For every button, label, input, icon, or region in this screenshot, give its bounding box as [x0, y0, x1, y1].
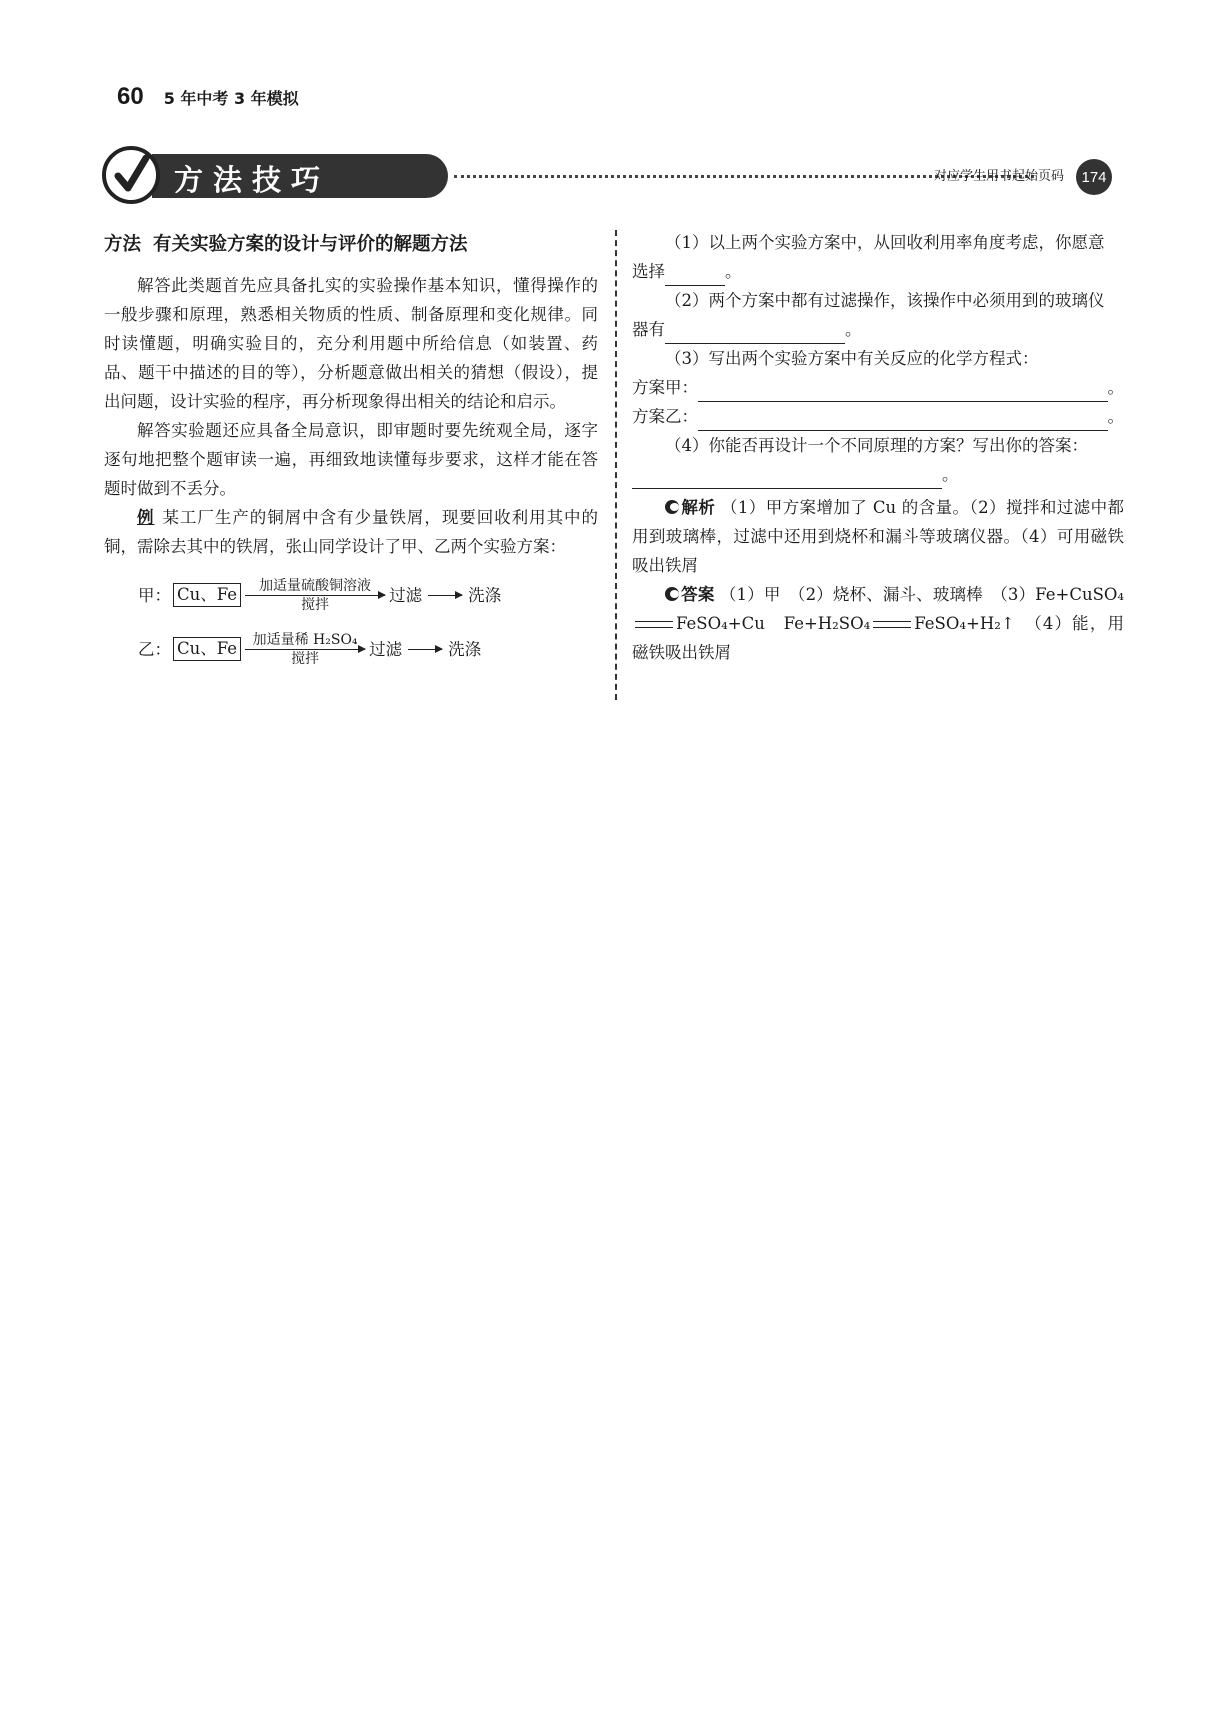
answer-text-2: FeSO₄+Cu Fe+H₂SO₄ — [676, 614, 871, 633]
column-divider — [615, 230, 617, 700]
reaction-arrow — [245, 577, 385, 614]
question-1: （1）以上两个实验方案中，从回收利用率角度考虑，你愿意 — [665, 233, 1105, 252]
scheme-step-wash: 洗涤 — [448, 639, 482, 659]
left-column — [104, 230, 598, 669]
answer-text-3: FeSO₄+H₂↑ （4）能，用磁铁吸出铁屑 — [632, 614, 1124, 662]
scheme-name: 甲： — [138, 585, 171, 605]
period: 。 — [942, 465, 959, 484]
arrow-reagent: 加适量稀 H₂SO₄ — [252, 631, 358, 648]
equals-sign — [873, 621, 911, 628]
method-label: 方法 — [104, 234, 142, 255]
period: 。 — [1107, 378, 1124, 397]
checkmark-icon — [102, 146, 160, 204]
scheme-material: Cu、Fe — [173, 583, 241, 607]
analysis-icon — [665, 500, 679, 514]
answer-icon — [665, 587, 679, 601]
page-header — [117, 83, 299, 111]
scheme-name: 乙： — [138, 639, 171, 659]
example-paragraph — [104, 503, 598, 561]
example-label: 例 — [137, 508, 155, 527]
method-title: 有关实验方案的设计与评价的解题方法 — [153, 234, 468, 255]
scheme-step-filter: 过滤 — [369, 639, 403, 659]
question-4: （4）你能否再设计一个不同原理的方案？写出你的答案： — [665, 436, 1088, 455]
scheme-step-wash: 洗涤 — [468, 585, 502, 605]
arrow-line — [245, 595, 385, 596]
answer-blank[interactable] — [698, 381, 1108, 402]
question-1-line — [632, 257, 1124, 286]
question-4-line — [632, 460, 1124, 489]
period: 。 — [725, 262, 742, 281]
question-3: （3）写出两个实验方案中有关反应的化学方程式： — [665, 349, 1039, 368]
banner-title: 方法技巧 — [174, 163, 331, 197]
period: 。 — [845, 320, 862, 339]
answer-blank[interactable] — [665, 323, 845, 344]
arrow-reagent: 加适量硫酸铜溶液 — [259, 577, 372, 594]
analysis-paragraph — [632, 493, 1124, 580]
answer-blank[interactable] — [698, 410, 1108, 431]
period: 。 — [1107, 407, 1124, 426]
answer-label: 答案 — [681, 585, 715, 604]
scheme-yi — [138, 629, 598, 669]
answer-blank[interactable] — [632, 468, 942, 489]
analysis-label: 解析 — [681, 498, 716, 517]
equals-sign — [635, 621, 673, 628]
method-heading — [104, 230, 598, 259]
section-banner — [102, 140, 1122, 210]
reference-page-badge: 174 — [1076, 159, 1112, 195]
plan-b-label: 方案乙： — [632, 407, 698, 426]
question-2: （2）两个方案中都有过滤操作，该操作中必须用到的玻璃仪 — [665, 291, 1105, 310]
reaction-arrow — [245, 631, 365, 668]
question-1-tail: 选择 — [632, 262, 665, 281]
arrow-line — [245, 649, 365, 650]
question-2-tail: 器有 — [632, 320, 665, 339]
plan-b-line — [632, 402, 1124, 431]
answer-tag — [665, 585, 714, 604]
scheme-jia — [138, 575, 598, 615]
paragraph-2: 解答实验题还应具备全局意识，即审题时要先统观全局，逐字逐句地把整个题审读一遍，再细致地读懂每步要求，这样才能在答题时做到不丢分。 — [104, 421, 598, 498]
paragraph-1: 解答此类题首先应具备扎实的实验操作基本知识，懂得操作的一般步骤和原理，熟悉相关物质的性质、制备原理和变化规律。同时读懂题，明确实验目的，充分利用题中所给信息（如装置、药品、题干中描述的目的等），分析题意做出相关的猜想（假设），提出问题，设计实验的程序，再分析现象得出相关的结论和启示。 — [104, 276, 598, 411]
analysis-tag — [665, 498, 715, 517]
plan-a-label: 方案甲： — [632, 378, 698, 397]
answer-paragraph — [632, 580, 1124, 667]
answer-blank[interactable] — [665, 265, 725, 286]
book-title: 5 年中考 3 年模拟 — [163, 89, 299, 108]
right-column — [632, 228, 1124, 667]
short-arrow — [408, 649, 442, 650]
analysis-text: （1）甲方案增加了 Cu 的含量。（2）搅拌和过滤中都用到玻璃棒，过滤中还用到烧杯和漏斗等玻璃仪器。（4）可用磁铁吸出铁屑 — [632, 498, 1124, 575]
arrow-condition: 搅拌 — [291, 650, 320, 667]
short-arrow — [428, 595, 462, 596]
plan-a-line — [632, 373, 1124, 402]
scheme-material: Cu、Fe — [173, 637, 241, 661]
example-text: 某工厂生产的铜屑中含有少量铁屑，现要回收利用其中的铜，需除去其中的铁屑，张山同学设计了甲、乙两个实验方案： — [104, 508, 599, 556]
question-2-line — [632, 315, 1124, 344]
scheme-step-filter: 过滤 — [389, 585, 423, 605]
arrow-condition: 搅拌 — [301, 596, 330, 613]
page-number: 60 — [117, 83, 144, 110]
answer-text-1: （1）甲 （2）烧杯、漏斗、玻璃棒 （3）Fe+CuSO₄ — [719, 585, 1125, 604]
banner-reference-text: 对应学生用书起始页码 — [933, 169, 1064, 184]
